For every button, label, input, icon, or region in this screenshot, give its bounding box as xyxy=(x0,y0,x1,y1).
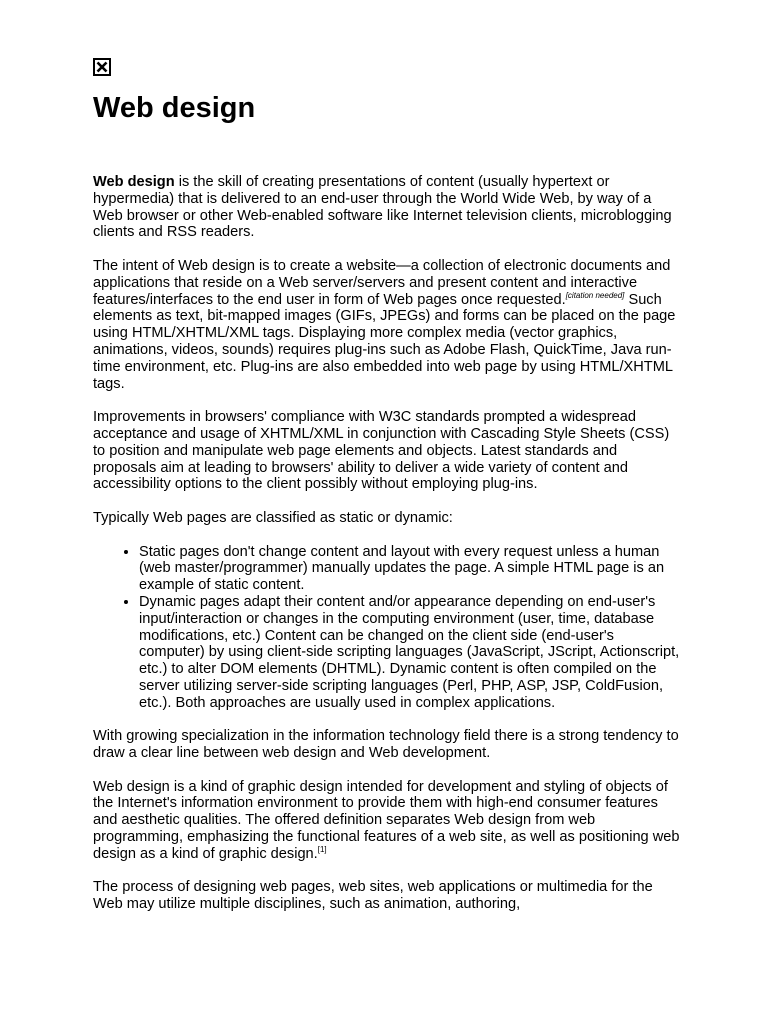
paragraph-intro xyxy=(93,174,683,241)
intent-text-a: The intent of Web design is to create a website—a collection of electronic documents and applications that reside on a Web server/servers and present content and interactive features/interfaces to the end user in form of Web pages once requested. xyxy=(93,257,671,308)
graphic-design-text: Web design is a kind of graphic design intended for development and styling of objects of the Internet's information environment to provide them with high-end consumer features and aesthetic qualities. The offered definition separates Web design from web programming, emphasizing the functional features of a web site, as well as positioning web design as a kind of graphic design. xyxy=(93,778,680,862)
paragraph-graphic-design xyxy=(93,779,683,863)
list-item-dynamic: • Dynamic pages adapt their content and/or appearance depending on end-user's input/interaction or changes in the computing environment (user, time, database modifications, etc.) Content can be changed on the client side (end-user's computer) by using client-side scripting languages (JavaScript, JScript, Actionscript, etc.) to alter DOM elements (DHTML). Dynamic content is often compiled on the server utilizing server-side scripting languages (Perl, PHP, ASP, JSP, ColdFusion, etc.). Both approaches are usually used in complex applications. xyxy=(139,594,683,712)
page-types-list xyxy=(93,544,683,712)
list-item-static: • Static pages don't change content and layout with every request unless a human (web master/programmer) manually updates the page. A simple HTML page is an example of static content. xyxy=(139,544,683,594)
paragraph-specialization: With growing specialization in the information technology field there is a strong tendency to draw a clear line between web design and Web development. xyxy=(93,728,679,762)
reference-1[interactable]: [1] xyxy=(317,844,327,854)
paragraph-improvements: Improvements in browsers' compliance with W3C standards prompted a widespread acceptance and usage of XHTML/XML in conjunction with Cascading Style Sheets (CSS) to position and manipulate web page elements and objects. Latest standards and proposals aim at leading to browsers' ability to deliver a wide variety of content and accessibility options to the client possibly without employing plug-ins. xyxy=(93,409,670,493)
intent-text-b: Such elements as text, bit-mapped images (GIFs, JPEGs) and forms can be placed on the page using HTML/XHTML/XML tags. Displaying more complex media (vector graphics, animations, videos, sounds) requires plug-ins such as Adobe Flash, QuickTime, Java run-time environment, etc. Plug-ins are also embedded into web page by using HTML/XHTML tags. xyxy=(93,291,676,392)
paragraph-classification: Typically Web pages are classified as static or dynamic: xyxy=(93,509,453,526)
paragraph-intent xyxy=(93,258,683,392)
page-title: Web design xyxy=(93,92,256,124)
citation-needed[interactable]: [citation needed] xyxy=(565,290,625,300)
paragraph-process: The process of designing web pages, web sites, web applications or multimedia for the Web may utilize multiple disciplines, such as animation, authoring, xyxy=(93,879,653,913)
document-page xyxy=(93,58,683,930)
intro-text: is the skill of creating presentations of content (usually hypertext or hypermedia) that is delivered to an end-user through the World Wide Web, by way of a Web browser or other Web-enabled software like Internet television clients, microblogging clients and RSS readers. xyxy=(93,174,672,241)
intro-bold-term: Web design xyxy=(93,174,175,190)
broken-image-icon xyxy=(93,58,111,76)
